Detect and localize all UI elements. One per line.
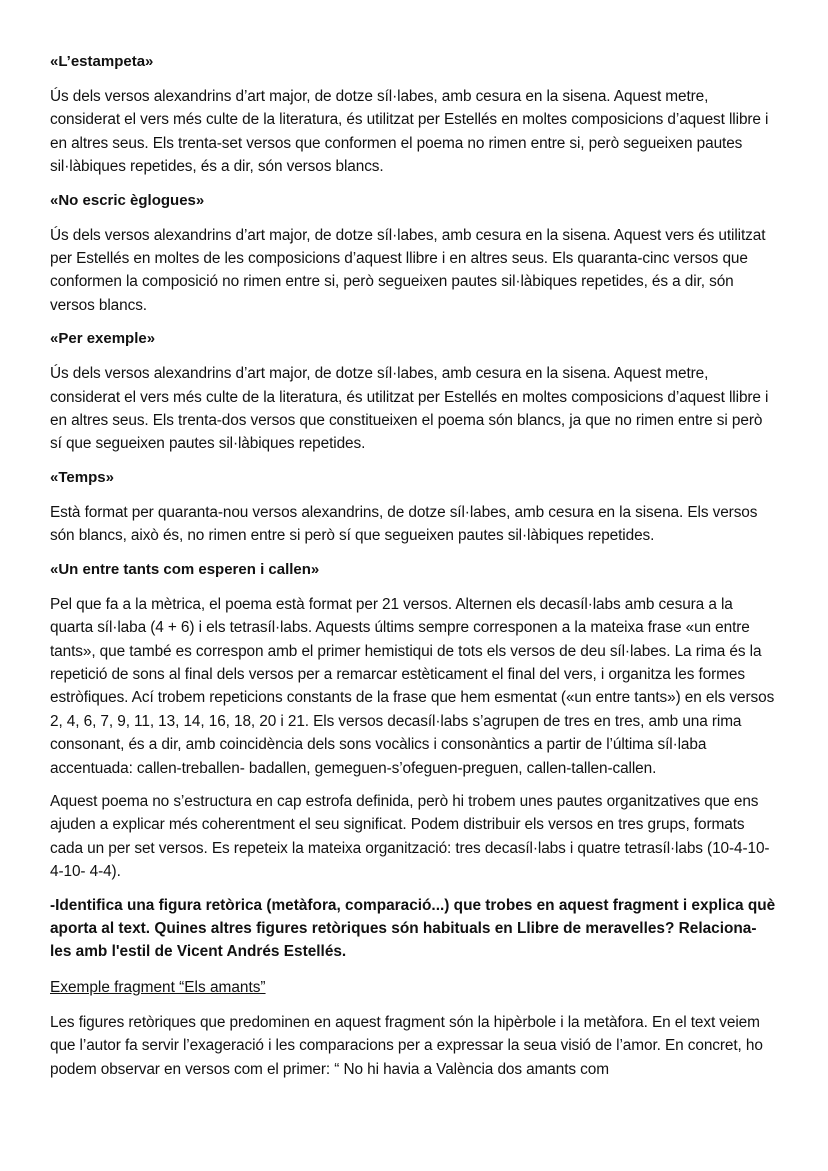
exercise-question: -Identifica una figura retòrica (metàfora, comparació...) que trobes en aquest fragment i explica què aporta al text. Quines altres figures retòriques són habituals en Llibre de meravelles? Relaciona-les amb l'estil de Vicent Andrés Estellés.: [50, 896, 776, 961]
section-paragraph: Està format per quaranta-nou versos alexandrins, de dotze síl·labes, amb cesura en la sisena. Els versos són blancs, això és, no rimen entre si però sí que segueixen pautes sil·làbiques repetides.: [50, 503, 758, 545]
example-heading: Exemple fragment “Els amants”: [50, 978, 266, 996]
section-title: «No escric èglogues»: [50, 191, 205, 209]
example-paragraph: Les figures retòriques que predominen en aquest fragment són la hipèrbole i la metàfora. En el text veiem que l’autor fa servir l’exageració i les comparacions per a expressar la seua visió de l’amor. En concret, ho podem observar en versos com el primer: “ No hi havia a València dos amants com: [50, 1013, 763, 1078]
section-estampeta: [50, 50, 776, 179]
section-paragraph: Ús dels versos alexandrins d’art major, de dotze síl·labes, amb cesura en la sisena. Aquest vers és utilitzat per Estellés en moltes de les composicions d’aquest llibre i en altres seus. Els quaranta-cinc versos que conformen la composició no rimen entre si, però segueixen pautes sil·làbiques repetides, és a dir, són versos blancs.: [50, 226, 766, 314]
section-title: «Temps»: [50, 468, 114, 486]
section-paragraph: Ús dels versos alexandrins d’art major, de dotze síl·labes, amb cesura en la sisena. Aquest metre, considerat el vers més culte de la literatura, és utilitzat per Estellés en moltes composicions d’aquest llibre i en altres seus. Els trenta-dos versos que constitueixen el poema són blancs, ja que no rimen entre si però sí que segueixen pautes sil·làbiques repetides.: [50, 365, 769, 453]
section-title: «Per exemple»: [50, 330, 156, 348]
section-no-escric-eglogues: [50, 189, 776, 318]
section-paragraph: Aquest poema no s’estructura en cap estrofa definida, però hi trobem unes pautes organitzatives que ens ajuden a explicar més coherentment el seu significat. Podem distribuir els versos en tres grups, formats cada un per set versos. Es repeteix la mateixa organització: tres decasíl·labs i quatre tetrasíl·labs (10-4-10-4-10- 4-4).: [50, 792, 770, 881]
section-paragraph: Pel que fa a la mètrica, el poema està format per 21 versos. Alternen els decasíl·labs amb cesura a la quarta síl·laba (4 + 6) i els tetrasíl·labs. Aquests últims sempre corresponen a la mateixa frase «un entre tants», que també es correspon amb el primer hemistiqui de tots els versos de deu síl·labes. La rima és la repetició de sons al final dels versos per a remarcar estèticament el final del vers, i organitza les formes estròfiques. Ací trobem repeticions constants de la frase que hem esmentat («un entre tants») en els versos 2, 4, 6, 7, 9, 11, 13, 14, 16, 18, 20 i 21. Els versos decasíl·labs s’agrupen de tres en tres, amb una rima consonant, és a dir, amb coincidència dels sons vocàlics i consonàntics a partir de l’última síl·laba accentuada: callen-treballen- badallen, gemeguen-s’ofeguen-preguen, callen-tallen-callen.: [50, 595, 775, 777]
document-page: [50, 50, 776, 1091]
section-title: «L’estampeta»: [50, 53, 154, 70]
section-un-entre-tants: [50, 558, 776, 884]
section-per-exemple: [50, 327, 776, 456]
section-title: «Un entre tants com esperen i callen»: [50, 560, 320, 578]
section-temps: [50, 466, 776, 548]
section-paragraph: Ús dels versos alexandrins d’art major, de dotze síl·labes, amb cesura en la sisena. Aquest metre, considerat el vers més culte de la literatura, és utilitzat per Estellés en moltes composicions d’aquest llibre i en altres seus. Els trenta-set versos que conformen el poema no rimen entre si, però segueixen pautes sil·làbiques repetides, és a dir, són versos blancs.: [50, 88, 769, 176]
